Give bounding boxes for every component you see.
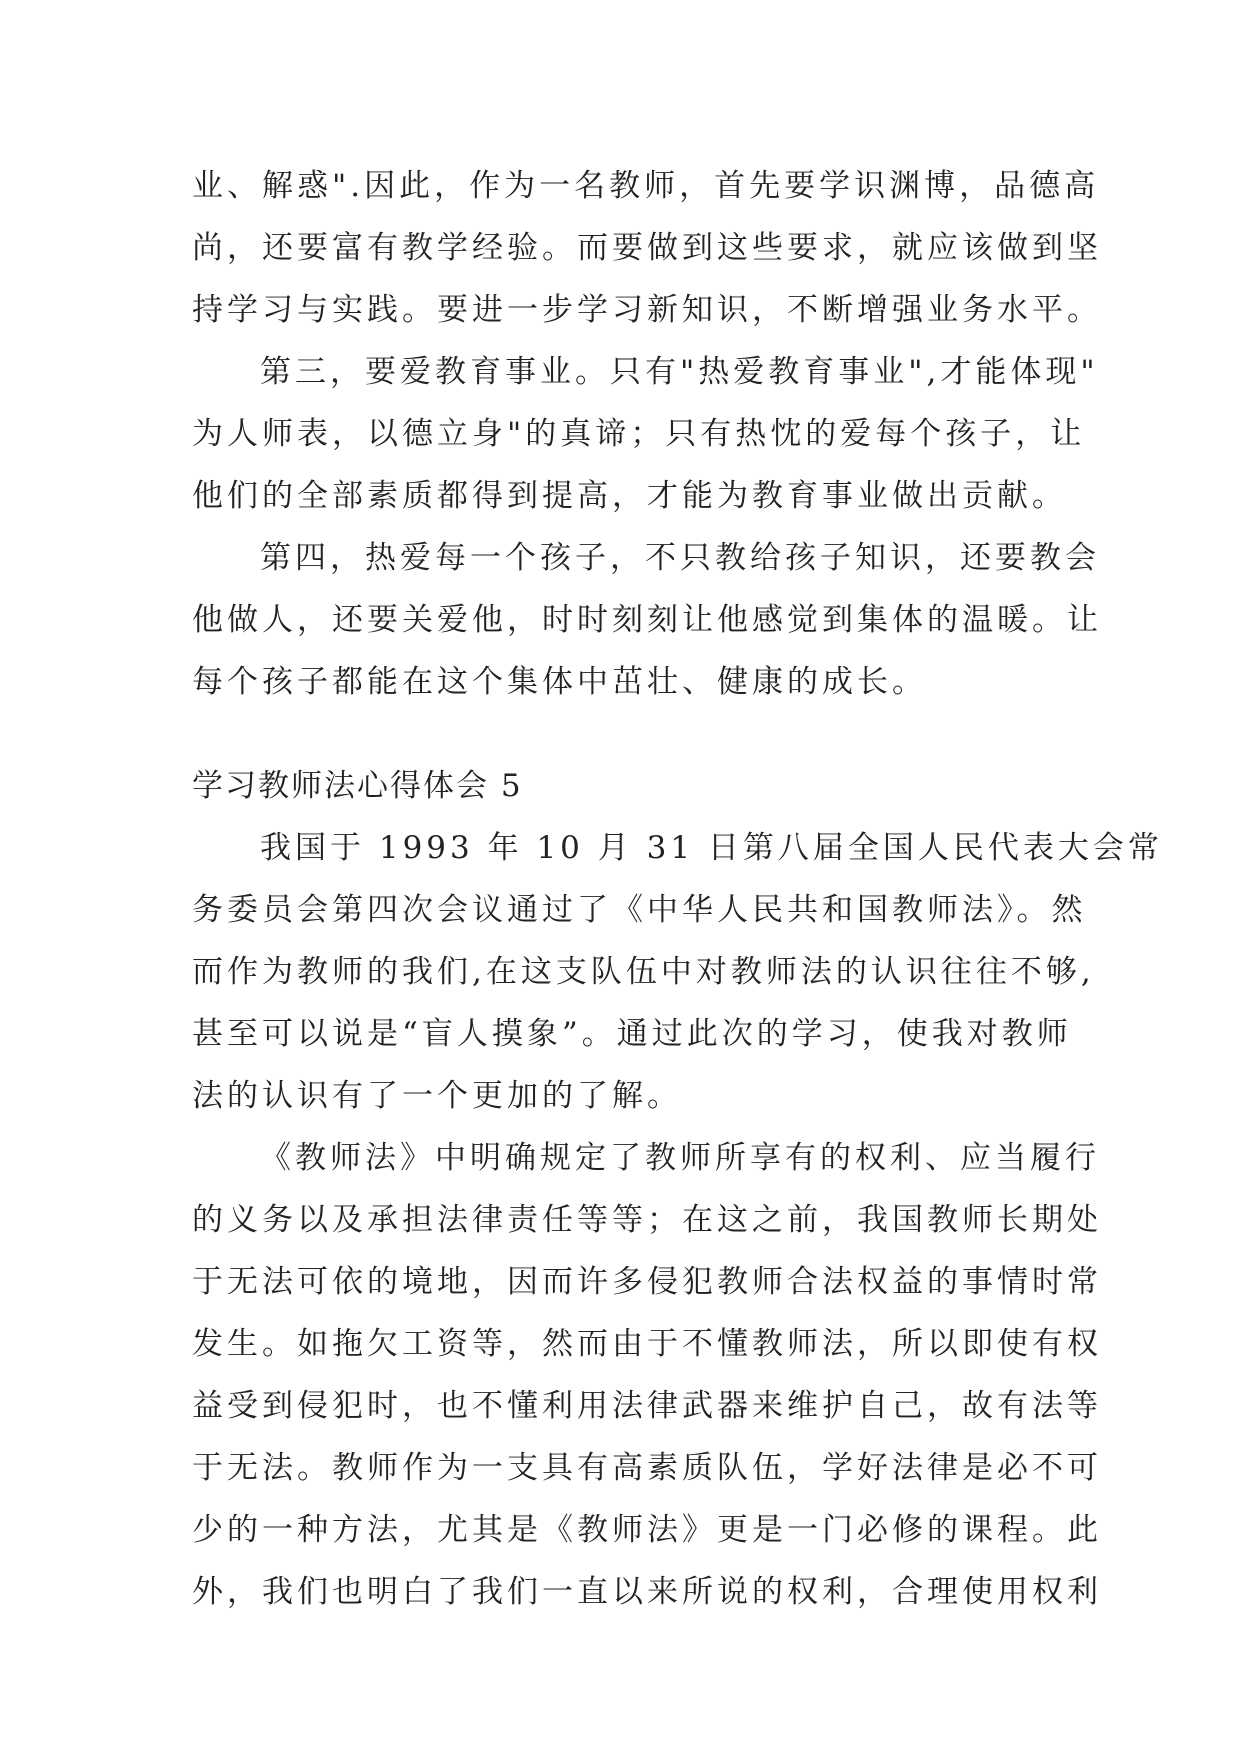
text-line: 外，我们也明白了我们一直以来所说的权利，合理使用权利 bbox=[192, 1574, 1102, 1610]
text-line: 益受到侵犯时，也不懂利用法律武器来维护自己，故有法等 bbox=[192, 1388, 1102, 1424]
text-line: 少的一种方法，尤其是《教师法》更是一门必修的课程。此 bbox=[192, 1512, 1102, 1548]
text-line: 第三，要爱教育事业。只有"热爱教育事业",才能体现" bbox=[260, 354, 1099, 390]
section-spacer bbox=[192, 713, 1068, 755]
text-line: 而作为教师的我们,在这支队伍中对教师法的认识往往不够, bbox=[192, 954, 1095, 990]
text-line: 甚至可以说是“盲人摸象”。通过此次的学习，使我对教师 bbox=[192, 1016, 1072, 1052]
text-line: 为人师表，以德立身"的真谛；只有热忱的爱每个孩子，让 bbox=[192, 416, 1086, 452]
text-line: 尚，还要富有教学经验。而要做到这些要求，就应该做到坚 bbox=[192, 230, 1102, 266]
document-body bbox=[192, 155, 1163, 1623]
paragraph-third-point bbox=[192, 341, 1099, 527]
text-line: 于无法可依的境地，因而许多侵犯教师合法权益的事情时常 bbox=[192, 1264, 1102, 1300]
text-line: 他做人，还要关爱他，时时刻刻让他感觉到集体的温暖。让 bbox=[192, 602, 1102, 638]
text-line: 发生。如拖欠工资等，然而由于不懂教师法，所以即使有权 bbox=[192, 1326, 1102, 1362]
text-line: 业、解惑".因此，作为一名教师，首先要学识渊博，品德高 bbox=[192, 168, 1100, 204]
paragraph-law-rights bbox=[192, 1127, 1102, 1623]
text-line: 每个孩子都能在这个集体中茁壮、健康的成长。 bbox=[192, 664, 927, 700]
text-line: 法的认识有了一个更加的了解。 bbox=[192, 1078, 682, 1114]
paragraph-law-intro bbox=[192, 817, 1163, 1127]
paragraph-fourth-point bbox=[192, 527, 1102, 713]
text-line: 持学习与实践。要进一步学习新知识，不断增强业务水平。 bbox=[192, 292, 1102, 328]
text-line: 我国于 1993 年 10 月 31 日第八届全国人民代表大会常 bbox=[260, 830, 1163, 866]
section-heading: 学习教师法心得体会 5 bbox=[192, 768, 523, 804]
text-line: 《教师法》中明确规定了教师所享有的权利、应当履行 bbox=[260, 1140, 1100, 1176]
text-line: 第四，热爱每一个孩子，不只教给孩子知识，还要教会 bbox=[260, 540, 1100, 576]
text-line: 于无法。教师作为一支具有高素质队伍，学好法律是必不可 bbox=[192, 1450, 1102, 1486]
text-line: 的义务以及承担法律责任等等；在这之前，我国教师长期处 bbox=[192, 1202, 1102, 1238]
text-line: 他们的全部素质都得到提高，才能为教育事业做出贡献。 bbox=[192, 478, 1067, 514]
paragraph-continuation bbox=[192, 155, 1102, 341]
text-line: 务委员会第四次会议通过了《中华人民共和国教师法》。然 bbox=[192, 892, 1087, 928]
